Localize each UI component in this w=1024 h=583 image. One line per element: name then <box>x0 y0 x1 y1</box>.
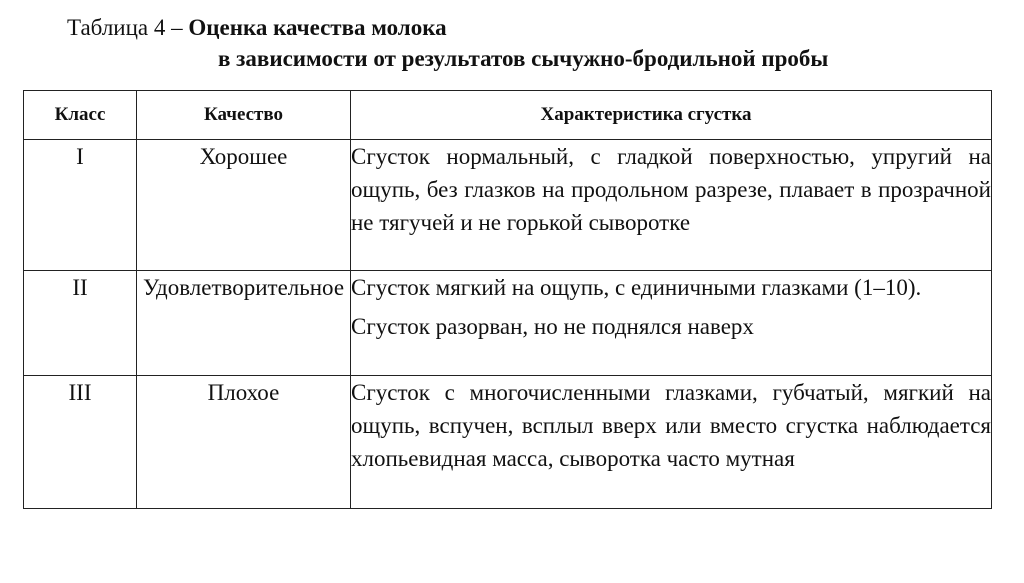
table-row <box>24 271 992 376</box>
table-row <box>24 140 992 271</box>
class-cell: I <box>24 140 137 271</box>
caption-title-line-2: в зависимости от результатов сычужно-бродильной пробы <box>218 46 829 71</box>
quality-cell: Удовлетворительное <box>137 271 351 376</box>
header-characteristic-label: Характеристика сгустка <box>540 104 752 125</box>
class-cell: II <box>24 271 137 376</box>
header-class <box>24 91 137 140</box>
description-cell <box>351 376 992 509</box>
description-paragraph: Сгусток с многочисленными глазками, губчатый, мягкий на ощупь, вспучен, всплыл вверх или вместо сгустка наблюдается хлопьевидная масса, сыворотка часто мутная <box>351 380 991 471</box>
header-quality <box>137 91 351 140</box>
caption-title-line-1: Оценка качества молока <box>188 15 447 40</box>
description-paragraph: Сгусток мягкий на ощупь, с единичными глазками (1–10). <box>351 275 922 300</box>
header-quality-label: Качество <box>203 104 284 125</box>
quality-cell: Плохое <box>137 376 351 509</box>
caption-line-1 <box>67 14 447 42</box>
table-row <box>24 376 992 509</box>
class-cell: III <box>24 376 137 509</box>
description-cell <box>351 271 992 376</box>
milk-quality-table <box>23 90 992 509</box>
table-header-row <box>24 91 992 140</box>
caption-prefix: Таблица 4 – <box>67 15 189 40</box>
description-paragraph: Сгусток разорван, но не поднялся наверх <box>351 314 754 339</box>
description-cell <box>351 140 992 271</box>
quality-cell: Хорошее <box>137 140 351 271</box>
header-class-label: Класс <box>54 104 106 125</box>
description-paragraph: Сгусток нормальный, с гладкой поверхностью, упругий на ощупь, без глазков на продольном разрезе, плавает в прозрачной не тягучей и не горькой сыворотке <box>351 144 991 235</box>
header-characteristic <box>351 91 992 140</box>
